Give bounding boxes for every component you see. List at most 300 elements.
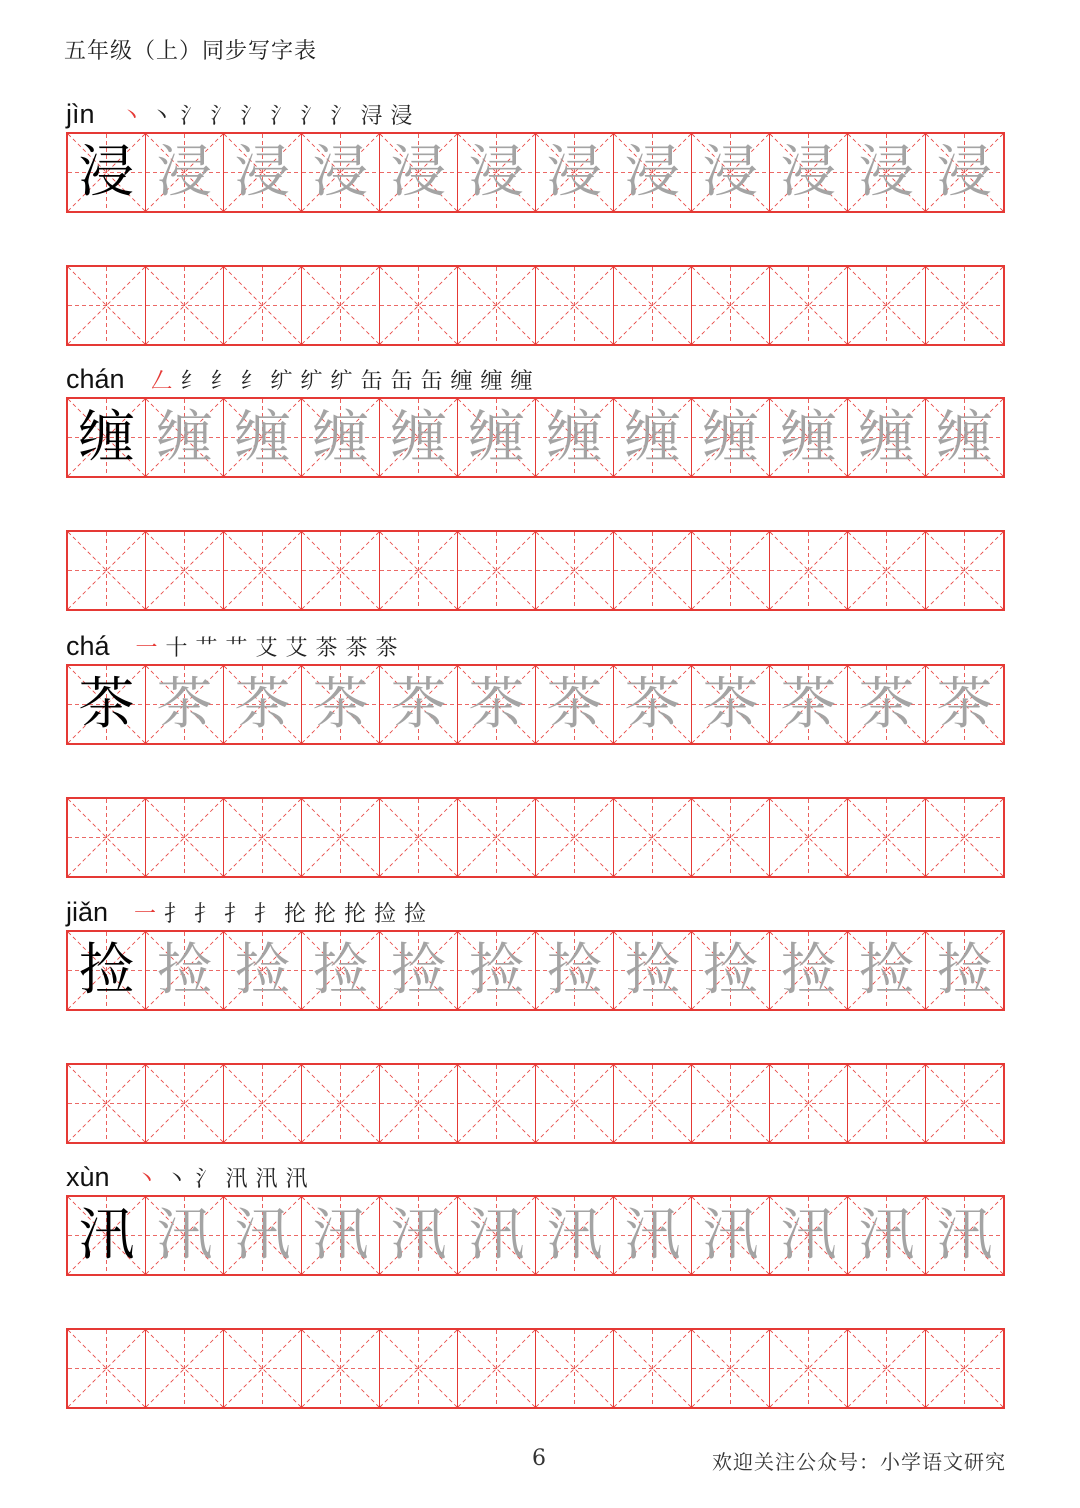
grid-guides — [68, 532, 145, 609]
grid-guides — [848, 1330, 925, 1407]
stroke-step: 缶 — [360, 369, 383, 394]
practice-cell[interactable] — [925, 267, 1003, 344]
stroke-step: 茶 — [375, 636, 398, 661]
trace-character: 缠 — [702, 404, 759, 470]
trace-cell[interactable] — [379, 666, 457, 743]
trace-character: 捡 — [546, 937, 603, 1003]
grid-guides — [770, 532, 847, 609]
practice-cell[interactable] — [691, 532, 769, 609]
stroke-step: 茶 — [345, 636, 368, 661]
trace-character: 缠 — [858, 404, 915, 470]
trace-cell[interactable] — [535, 932, 613, 1009]
grid-guides — [302, 1065, 379, 1142]
trace-cell[interactable] — [145, 399, 223, 476]
trace-cell[interactable] — [769, 666, 847, 743]
stroke-step: 氵 — [300, 104, 323, 129]
stroke-step: 丶 — [135, 1167, 158, 1192]
grid-guides — [302, 1330, 379, 1407]
trace-character: 浸 — [390, 139, 447, 205]
grid-guides — [926, 799, 1003, 876]
trace-cell[interactable] — [535, 399, 613, 476]
grid-guides — [146, 1330, 223, 1407]
trace-character: 汛 — [468, 1202, 525, 1268]
trace-character: 浸 — [546, 139, 603, 205]
trace-cell[interactable] — [457, 399, 535, 476]
trace-character: 捡 — [702, 937, 759, 1003]
practice-cell[interactable] — [691, 267, 769, 344]
practice-cell[interactable] — [68, 1330, 145, 1407]
grid-guides — [614, 267, 691, 344]
practice-cell[interactable] — [68, 532, 145, 609]
trace-cell[interactable] — [691, 399, 769, 476]
practice-cell[interactable] — [691, 1330, 769, 1407]
trace-character: 捡 — [312, 937, 369, 1003]
grid-guides — [692, 532, 769, 609]
practice-cell[interactable] — [847, 799, 925, 876]
practice-cell[interactable] — [613, 532, 691, 609]
stroke-step: 氵 — [210, 104, 233, 129]
practice-cell[interactable] — [223, 1065, 301, 1142]
trace-cell[interactable] — [145, 932, 223, 1009]
trace-cell[interactable] — [223, 399, 301, 476]
practice-cell[interactable] — [457, 267, 535, 344]
stroke-order-line — [66, 1151, 312, 1191]
trace-cell[interactable] — [301, 666, 379, 743]
grid-guides — [302, 267, 379, 344]
grid-guides — [848, 799, 925, 876]
pinyin: chá — [66, 631, 110, 661]
trace-cell[interactable] — [145, 134, 223, 211]
grid-guides — [458, 1330, 535, 1407]
trace-character: 汛 — [702, 1202, 759, 1268]
stroke-step: 汛 — [225, 1167, 248, 1192]
grid-guides — [458, 267, 535, 344]
stroke-step: 纩 — [300, 369, 323, 394]
grid-guides — [380, 1065, 457, 1142]
trace-cell[interactable] — [535, 1197, 613, 1274]
stroke-step: 缠 — [450, 369, 473, 394]
stroke-step: 艾 — [255, 636, 278, 661]
trace-cell[interactable] — [457, 134, 535, 211]
pinyin: jìn — [66, 99, 95, 129]
stroke-step: 氵 — [240, 104, 263, 129]
practice-row — [66, 797, 1005, 878]
practice-cell[interactable] — [145, 1330, 223, 1407]
grid-guides — [692, 1330, 769, 1407]
trace-cell[interactable] — [847, 932, 925, 1009]
practice-cell[interactable] — [613, 799, 691, 876]
stroke-step: 捡 — [374, 902, 397, 927]
trace-character: 缠 — [546, 404, 603, 470]
trace-character: 浸 — [156, 139, 213, 205]
grid-guides — [146, 799, 223, 876]
trace-cell[interactable] — [379, 134, 457, 211]
practice-cell[interactable] — [457, 1065, 535, 1142]
practice-cell[interactable] — [145, 267, 223, 344]
trace-character: 缠 — [936, 404, 993, 470]
grid-guides — [770, 1330, 847, 1407]
grid-guides — [926, 267, 1003, 344]
practice-cell[interactable] — [535, 799, 613, 876]
trace-cell[interactable] — [535, 666, 613, 743]
grid-guides — [224, 799, 301, 876]
grid-guides — [614, 799, 691, 876]
trace-row — [66, 930, 1005, 1011]
practice-cell[interactable] — [535, 1330, 613, 1407]
grid-guides — [224, 1065, 301, 1142]
grid-guides — [68, 267, 145, 344]
model-character: 缠 — [78, 404, 135, 470]
trace-character: 汛 — [546, 1202, 603, 1268]
trace-character: 捡 — [780, 937, 837, 1003]
model-cell — [68, 1197, 145, 1274]
trace-cell[interactable] — [379, 399, 457, 476]
grid-guides — [146, 532, 223, 609]
trace-cell[interactable] — [691, 666, 769, 743]
stroke-order-line — [66, 88, 417, 128]
practice-cell[interactable] — [379, 532, 457, 609]
pinyin: chán — [66, 364, 125, 394]
stroke-step: 浸 — [390, 104, 413, 129]
grid-guides — [692, 1065, 769, 1142]
trace-row — [66, 1195, 1005, 1276]
trace-character: 缠 — [234, 404, 291, 470]
stroke-step: 纟 — [180, 369, 203, 394]
practice-cell[interactable] — [457, 799, 535, 876]
trace-character: 浸 — [702, 139, 759, 205]
stroke-step: 丶 — [165, 1167, 188, 1192]
practice-cell[interactable] — [301, 532, 379, 609]
stroke-step: 扌 — [254, 902, 277, 927]
grid-guides — [692, 799, 769, 876]
grid-guides — [68, 1330, 145, 1407]
trace-character: 汛 — [858, 1202, 915, 1268]
practice-cell[interactable] — [769, 799, 847, 876]
practice-cell[interactable] — [613, 1065, 691, 1142]
grid-guides — [926, 1065, 1003, 1142]
trace-character: 缠 — [468, 404, 525, 470]
trace-character: 汛 — [390, 1202, 447, 1268]
grid-guides — [536, 1330, 613, 1407]
trace-row — [66, 664, 1005, 745]
practice-cell[interactable] — [535, 267, 613, 344]
grid-guides — [146, 267, 223, 344]
trace-cell[interactable] — [613, 1197, 691, 1274]
trace-cell[interactable] — [925, 932, 1003, 1009]
grid-guides — [380, 1330, 457, 1407]
practice-cell[interactable] — [379, 1330, 457, 1407]
stroke-step: 汛 — [285, 1167, 308, 1192]
stroke-step: 艹 — [195, 636, 218, 661]
trace-row — [66, 397, 1005, 478]
trace-cell[interactable] — [301, 1197, 379, 1274]
trace-cell[interactable] — [691, 932, 769, 1009]
pinyin: xùn — [66, 1162, 110, 1192]
trace-character: 茶 — [468, 671, 525, 737]
practice-cell[interactable] — [301, 1065, 379, 1142]
trace-character: 浸 — [780, 139, 837, 205]
stroke-step: 纩 — [270, 369, 293, 394]
stroke-step: 抡 — [284, 902, 307, 927]
trace-character: 捡 — [624, 937, 681, 1003]
model-cell — [68, 932, 145, 1009]
stroke-step: 抡 — [344, 902, 367, 927]
stroke-step: 扌 — [194, 902, 217, 927]
practice-cell[interactable] — [223, 532, 301, 609]
practice-cell[interactable] — [301, 267, 379, 344]
stroke-step: 艾 — [285, 636, 308, 661]
trace-character: 茶 — [234, 671, 291, 737]
trace-cell[interactable] — [457, 1197, 535, 1274]
stroke-step: 纟 — [210, 369, 233, 394]
stroke-step: 𠃋 — [150, 369, 173, 394]
trace-cell[interactable] — [301, 399, 379, 476]
model-cell — [68, 666, 145, 743]
trace-cell[interactable] — [379, 932, 457, 1009]
stroke-step: 缠 — [480, 369, 503, 394]
stroke-step: 浔 — [360, 104, 383, 129]
trace-cell[interactable] — [691, 1197, 769, 1274]
practice-cell[interactable] — [847, 1330, 925, 1407]
trace-cell[interactable] — [847, 1197, 925, 1274]
practice-cell[interactable] — [691, 1065, 769, 1142]
trace-cell[interactable] — [145, 666, 223, 743]
grid-guides — [458, 1065, 535, 1142]
trace-character: 汛 — [312, 1202, 369, 1268]
grid-guides — [770, 1065, 847, 1142]
trace-character: 捡 — [234, 937, 291, 1003]
practice-row — [66, 530, 1005, 611]
trace-character: 茶 — [312, 671, 369, 737]
trace-cell[interactable] — [457, 932, 535, 1009]
trace-cell[interactable] — [223, 1197, 301, 1274]
grid-guides — [146, 1065, 223, 1142]
practice-cell[interactable] — [925, 1065, 1003, 1142]
trace-cell[interactable] — [925, 134, 1003, 211]
practice-cell[interactable] — [68, 799, 145, 876]
trace-character: 缠 — [390, 404, 447, 470]
trace-cell[interactable] — [223, 134, 301, 211]
grid-guides — [536, 799, 613, 876]
page-title: 五年级（上）同步写字表 — [64, 39, 318, 64]
stroke-step: 艹 — [225, 636, 248, 661]
trace-cell[interactable] — [613, 134, 691, 211]
trace-character: 茶 — [702, 671, 759, 737]
trace-character: 捡 — [936, 937, 993, 1003]
trace-character: 汛 — [936, 1202, 993, 1268]
stroke-step: 缠 — [510, 369, 533, 394]
trace-cell[interactable] — [847, 666, 925, 743]
trace-character: 茶 — [858, 671, 915, 737]
practice-cell[interactable] — [223, 799, 301, 876]
grid-guides — [302, 799, 379, 876]
trace-cell[interactable] — [925, 1197, 1003, 1274]
trace-cell[interactable] — [691, 134, 769, 211]
trace-character: 汛 — [156, 1202, 213, 1268]
practice-cell[interactable] — [769, 1330, 847, 1407]
practice-cell[interactable] — [223, 267, 301, 344]
pinyin: jiǎn — [66, 897, 109, 927]
trace-character: 浸 — [312, 139, 369, 205]
trace-character: 茶 — [780, 671, 837, 737]
trace-character: 茶 — [546, 671, 603, 737]
trace-cell[interactable] — [769, 1197, 847, 1274]
grid-guides — [458, 532, 535, 609]
model-cell — [68, 399, 145, 476]
practice-cell[interactable] — [847, 1065, 925, 1142]
grid-guides — [848, 1065, 925, 1142]
grid-guides — [692, 267, 769, 344]
grid-guides — [536, 267, 613, 344]
stroke-step: 扌 — [164, 902, 187, 927]
practice-cell[interactable] — [379, 1065, 457, 1142]
practice-cell[interactable] — [769, 532, 847, 609]
stroke-step: 纟 — [240, 369, 263, 394]
trace-character: 捡 — [390, 937, 447, 1003]
trace-cell[interactable] — [457, 666, 535, 743]
trace-cell[interactable] — [613, 399, 691, 476]
trace-character: 浸 — [858, 139, 915, 205]
trace-cell[interactable] — [613, 666, 691, 743]
trace-cell[interactable] — [847, 134, 925, 211]
trace-character: 捡 — [858, 937, 915, 1003]
stroke-step: 氵 — [195, 1167, 218, 1192]
trace-character: 浸 — [234, 139, 291, 205]
practice-cell[interactable] — [145, 1065, 223, 1142]
stroke-step: 纩 — [330, 369, 353, 394]
practice-cell[interactable] — [535, 532, 613, 609]
grid-guides — [380, 267, 457, 344]
practice-cell[interactable] — [457, 1330, 535, 1407]
trace-cell[interactable] — [379, 1197, 457, 1274]
stroke-step: 缶 — [390, 369, 413, 394]
model-cell — [68, 134, 145, 211]
grid-guides — [614, 532, 691, 609]
grid-guides — [380, 532, 457, 609]
trace-cell[interactable] — [769, 399, 847, 476]
practice-cell[interactable] — [769, 1065, 847, 1142]
trace-cell[interactable] — [145, 1197, 223, 1274]
practice-cell[interactable] — [925, 799, 1003, 876]
practice-cell[interactable] — [379, 267, 457, 344]
trace-cell[interactable] — [769, 134, 847, 211]
trace-cell[interactable] — [847, 399, 925, 476]
grid-guides — [770, 267, 847, 344]
grid-guides — [926, 1330, 1003, 1407]
trace-character: 缠 — [780, 404, 837, 470]
practice-cell[interactable] — [68, 267, 145, 344]
model-character: 浸 — [78, 139, 135, 205]
trace-character: 浸 — [624, 139, 681, 205]
char-section — [66, 1151, 1014, 1481]
grid-guides — [224, 532, 301, 609]
practice-cell[interactable] — [691, 799, 769, 876]
trace-cell[interactable] — [613, 932, 691, 1009]
practice-cell[interactable] — [301, 799, 379, 876]
trace-cell[interactable] — [925, 399, 1003, 476]
trace-character: 浸 — [936, 139, 993, 205]
stroke-step: 汛 — [255, 1167, 278, 1192]
practice-cell[interactable] — [535, 1065, 613, 1142]
trace-cell[interactable] — [301, 932, 379, 1009]
trace-character: 捡 — [468, 937, 525, 1003]
practice-cell[interactable] — [68, 1065, 145, 1142]
stroke-order-line — [66, 353, 537, 393]
stroke-step: 缶 — [420, 369, 443, 394]
practice-cell[interactable] — [847, 532, 925, 609]
trace-character: 缠 — [624, 404, 681, 470]
stroke-step: 茶 — [315, 636, 338, 661]
stroke-step: 一 — [134, 902, 157, 927]
trace-character: 茶 — [936, 671, 993, 737]
trace-cell[interactable] — [769, 932, 847, 1009]
stroke-step: 捡 — [404, 902, 427, 927]
practice-cell[interactable] — [379, 799, 457, 876]
practice-cell[interactable] — [925, 532, 1003, 609]
grid-guides — [224, 267, 301, 344]
grid-guides — [302, 532, 379, 609]
stroke-step: 丶 — [120, 104, 143, 129]
trace-character: 缠 — [156, 404, 213, 470]
practice-cell[interactable] — [613, 267, 691, 344]
practice-cell[interactable] — [223, 1330, 301, 1407]
practice-cell[interactable] — [457, 532, 535, 609]
trace-cell[interactable] — [223, 666, 301, 743]
stroke-step: 丶 — [150, 104, 173, 129]
practice-cell[interactable] — [301, 1330, 379, 1407]
practice-row — [66, 1063, 1005, 1144]
grid-guides — [926, 532, 1003, 609]
trace-character: 缠 — [312, 404, 369, 470]
trace-row — [66, 132, 1005, 213]
trace-character: 汛 — [780, 1202, 837, 1268]
practice-cell[interactable] — [145, 532, 223, 609]
practice-cell[interactable] — [145, 799, 223, 876]
stroke-order-line — [66, 620, 402, 660]
grid-guides — [68, 799, 145, 876]
practice-cell[interactable] — [925, 1330, 1003, 1407]
trace-cell[interactable] — [925, 666, 1003, 743]
grid-guides — [458, 799, 535, 876]
grid-guides — [848, 532, 925, 609]
footer-note: 欢迎关注公众号：小学语文研究 — [712, 1450, 1006, 1474]
trace-character: 汛 — [234, 1202, 291, 1268]
trace-cell[interactable] — [223, 932, 301, 1009]
grid-guides — [614, 1065, 691, 1142]
grid-guides — [224, 1330, 301, 1407]
grid-guides — [536, 1065, 613, 1142]
practice-cell[interactable] — [613, 1330, 691, 1407]
grid-guides — [380, 799, 457, 876]
stroke-step: 抡 — [314, 902, 337, 927]
trace-cell[interactable] — [301, 134, 379, 211]
trace-character: 茶 — [156, 671, 213, 737]
grid-guides — [614, 1330, 691, 1407]
model-character: 茶 — [78, 671, 135, 737]
grid-guides — [68, 1065, 145, 1142]
stroke-step: 十 — [165, 636, 188, 661]
practice-cell[interactable] — [769, 267, 847, 344]
page-number: 6 — [532, 1446, 546, 1471]
practice-cell[interactable] — [847, 267, 925, 344]
trace-cell[interactable] — [535, 134, 613, 211]
grid-guides — [770, 799, 847, 876]
grid-guides — [536, 532, 613, 609]
model-character: 捡 — [78, 937, 135, 1003]
trace-character: 浸 — [468, 139, 525, 205]
stroke-step: 氵 — [180, 104, 203, 129]
trace-character: 茶 — [624, 671, 681, 737]
